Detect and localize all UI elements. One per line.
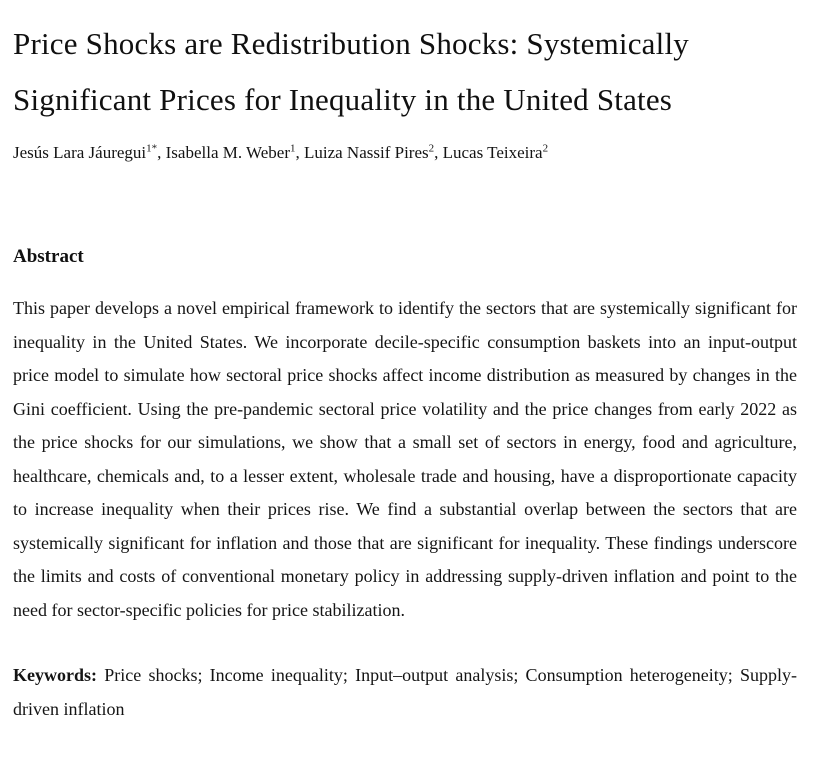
author-name: Luiza Nassif Pires [303, 143, 429, 162]
paper-title-line: Significant Prices for Inequality in the United States [13, 82, 673, 117]
abstract-body: This paper develops a novel empirical framework to identify the sectors that are systemically significant for inequality in the United States. We incorporate decile-specific consumption baskets into an input-output price model to simulate how sectoral price shocks affect income distribution as measured by changes in the Gini coefficient. Using the pre-pandemic sectoral price volatility and the price changes from early 2022 as the price shocks for our simulations, we show that a small set of sectors in energy, food and agriculture, healthcare, chemicals and, to a lesser extent, wholesale trade and housing, have a disproportionate capacity to increase inequality when their prices rise. We find a substantial overlap between the sectors that are systemically significant for inflation and those that are significant for inequality. These findings underscore the limits and costs of conventional monetary policy in addressing supply-driven inflation and point to the need for sector-specific policies for price stabilization. [13, 298, 797, 620]
author-name: Jesús Lara Jáuregui [13, 143, 147, 162]
paper-title [13, 16, 797, 128]
author-affiliation-mark: 1* [146, 142, 158, 155]
keywords-list: Price shocks; Income inequality; Input–output analysis; Consumption heterogeneity; Supply-driven inflation [13, 665, 797, 719]
author-affiliation-mark: 2 [428, 142, 435, 155]
author-affiliation-mark: 1 [289, 142, 296, 155]
keywords-label: Keywords: [13, 665, 97, 685]
abstract-heading: Abstract [13, 246, 84, 267]
author-name: Isabella M. Weber [165, 143, 290, 162]
author-affiliation-mark: 2 [542, 142, 549, 155]
author-name: Lucas Teixeira [442, 143, 543, 162]
keywords-line [13, 659, 797, 726]
author-line: Jesús Lara Jáuregui$^{1*}$, Isabella M. Weber$^1$, Luiza Nassif Pires$^2$, Lucas Teixeira$^2$ [13, 142, 549, 162]
paper-title-line: Price Shocks are Redistribution Shocks: Systemically [13, 26, 689, 61]
